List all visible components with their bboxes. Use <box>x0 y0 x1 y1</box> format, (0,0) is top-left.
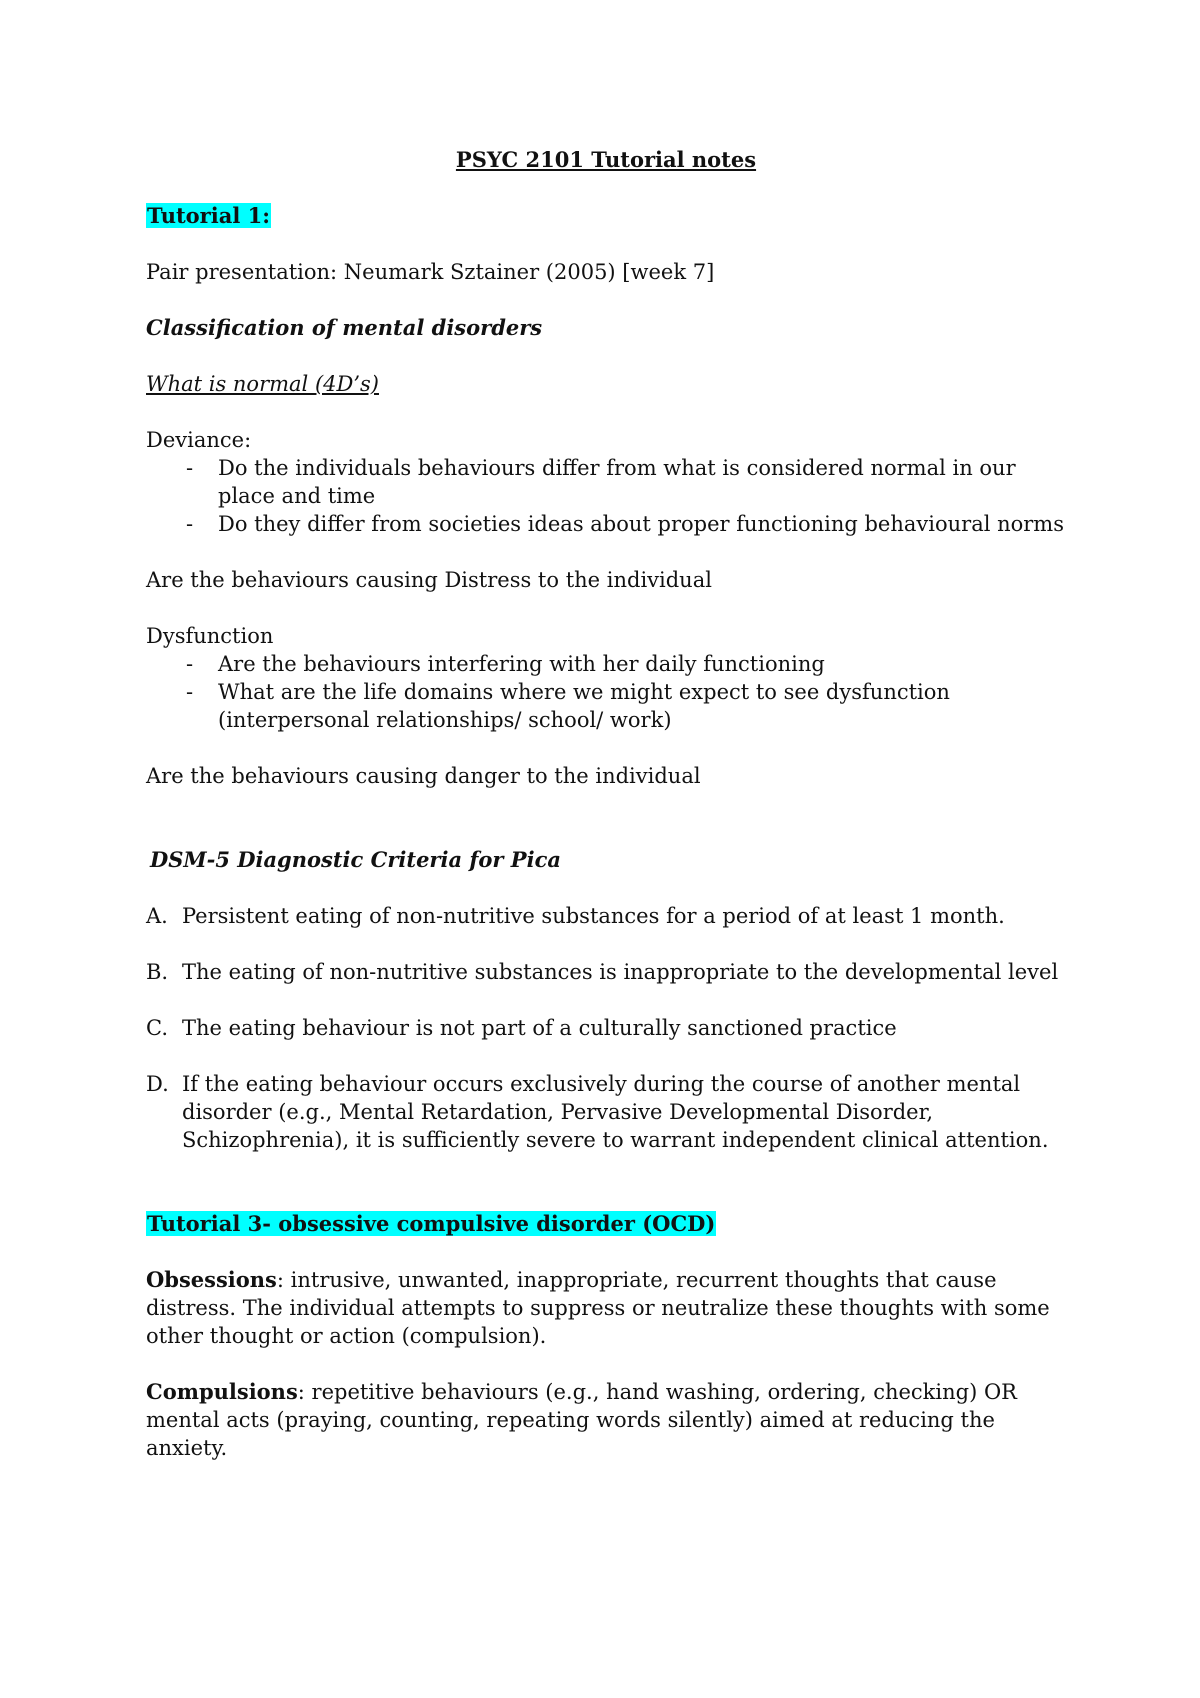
tutorial1-heading: Tutorial 1: <box>147 203 270 228</box>
distress-line: Are the behaviours causing Distress to the individual <box>146 568 712 592</box>
criterion-letter: C. <box>146 1016 168 1040</box>
criterion-letter: D. <box>146 1072 169 1096</box>
obsessions-paragraph <box>146 1266 1066 1350</box>
list-item: - What are the life domains where we might expect to see dysfunction (interpersonal relationships/ school/ work) <box>146 678 1066 734</box>
normal-heading-line <box>146 370 1066 398</box>
compulsions-term: Compulsions <box>146 1379 298 1404</box>
classification-heading: Classification of mental disorders <box>146 315 543 340</box>
list-item: - Are the behaviours interfering with her daily functioning <box>146 650 1066 678</box>
obsessions-text: : intrusive, unwanted, inappropriate, recurrent thoughts that cause distress. The individual attempts to suppress or neutralize these thoughts with some other thought or action (compulsion). <box>146 1268 1050 1348</box>
normal-heading: What is normal (4D’s) <box>146 372 379 396</box>
list-item <box>146 1014 1066 1042</box>
list-item <box>146 902 1066 930</box>
list-item <box>146 958 1066 986</box>
tutorial3-heading-line <box>146 1210 1066 1238</box>
criterion-text: Persistent eating of non-nutritive substances for a period of at least 1 month. <box>182 904 1005 928</box>
criterion-text: The eating of non-nutritive substances is inappropriate to the developmental level <box>182 960 1059 984</box>
pair-presentation: Pair presentation: Neumark Sztainer (2005) [week 7] <box>146 260 715 284</box>
list-item: - Do the individuals behaviours differ from what is considered normal in our place and time <box>146 454 1066 510</box>
criterion-letter: B. <box>146 960 169 984</box>
document-title: PSYC 2101 Tutorial notes <box>455 147 757 172</box>
deviance-list <box>146 454 1066 538</box>
pica-heading: DSM-5 Diagnostic Criteria for Pica <box>150 847 561 872</box>
obsessions-term: Obsessions <box>146 1267 277 1292</box>
tutorial3-heading: Tutorial 3- obsessive compulsive disorder (OCD) <box>147 1211 716 1236</box>
criterion-text: If the eating behaviour occurs exclusively during the course of another mental disorder (e.g., Mental Retardation, Pervasive Developmental Disorder, Schizophrenia), it is sufficiently severe to warrant independent clinical attention. <box>182 1072 1049 1152</box>
deviance-label: Deviance: <box>146 428 252 452</box>
criterion-text: The eating behaviour is not part of a culturally sanctioned practice <box>182 1016 897 1040</box>
dysfunction-list <box>146 650 1066 734</box>
danger-line: Are the behaviours causing danger to the individual <box>146 764 701 788</box>
compulsions-text: : repetitive behaviours (e.g., hand washing, ordering, checking) OR mental acts (praying, counting, repeating words silently) aimed at reducing the anxiety. <box>146 1380 1017 1460</box>
list-item: - Do they differ from societies ideas about proper functioning behavioural norms <box>146 510 1066 538</box>
dysfunction-label: Dysfunction <box>146 624 274 648</box>
compulsions-paragraph <box>146 1378 1066 1462</box>
list-item <box>146 1070 1066 1154</box>
criterion-letter: A. <box>146 904 168 928</box>
tutorial1-heading-line <box>146 202 1066 230</box>
